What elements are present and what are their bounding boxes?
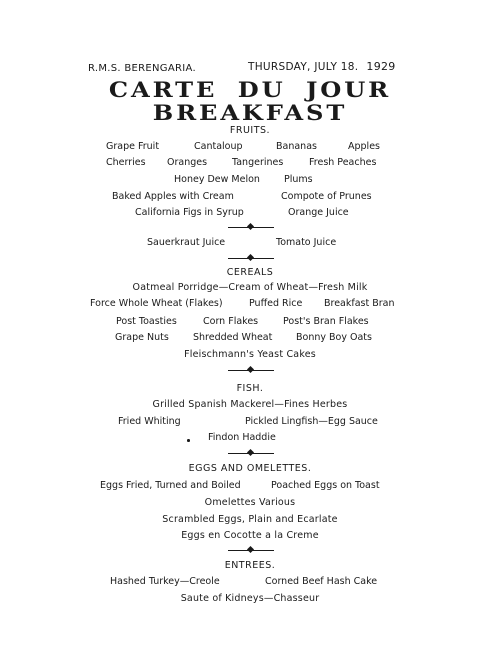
- cereals-heading: CEREALS: [226, 267, 274, 278]
- menu-item: Bonny Boy Oats: [296, 332, 372, 343]
- menu-item: Poached Eggs on Toast: [271, 480, 380, 491]
- menu-item: Compote of Prunes: [281, 191, 372, 202]
- fruits-heading: FRUITS.: [229, 125, 271, 136]
- menu-item: Post Toasties: [116, 316, 177, 327]
- menu-item: Fresh Peaches: [309, 157, 377, 168]
- menu-item: Tomato Juice: [276, 237, 337, 248]
- fish-heading: FISH.: [236, 383, 264, 394]
- menu-item: Grilled Spanish Mackerel—Fines Herbes: [152, 399, 348, 410]
- menu-item: Fleischmann's Yeast Cakes: [184, 349, 316, 360]
- menu-item: Post's Bran Flakes: [283, 316, 369, 327]
- menu-item: Omelettes Various: [204, 497, 296, 508]
- menu-title: CARTE DU JOUR: [108, 77, 392, 102]
- menu-item: Oranges: [167, 157, 208, 168]
- menu-item: Fried Whiting: [118, 416, 181, 427]
- menu-item: Baked Apples with Cream: [112, 191, 234, 202]
- menu-item: Scrambled Eggs, Plain and Ecarlate: [162, 514, 338, 525]
- menu-item: Shredded Wheat: [193, 332, 273, 343]
- menu-item: Orange Juice: [288, 207, 349, 218]
- ship-name: R.M.S. BERENGARIA.: [88, 63, 196, 74]
- menu-item: Plums: [284, 174, 313, 185]
- menu-item: Corned Beef Hash Cake: [265, 576, 378, 587]
- menu-item: Grape Fruit: [106, 141, 160, 152]
- menu-item: Saute of Kidneys—Chasseur: [180, 593, 320, 604]
- dot-mark: [187, 439, 190, 442]
- menu-item: Apples: [348, 141, 380, 152]
- menu-subtitle: BREAKFAST: [152, 100, 348, 125]
- year-text: 1929: [366, 60, 396, 73]
- divider-ornament: [228, 224, 274, 231]
- menu-item: Oatmeal Porridge—Cream of Wheat—Fresh Milk: [132, 282, 368, 293]
- menu-item: Pickled Lingfish—Egg Sauce: [245, 416, 378, 427]
- divider-ornament: [228, 547, 274, 554]
- menu-item: Sauerkraut Juice: [147, 237, 226, 248]
- menu-item: Puffed Rice: [249, 298, 303, 309]
- divider-ornament: [228, 450, 274, 457]
- menu-item: Eggs en Cocotte a la Creme: [181, 530, 319, 541]
- divider-ornament: [228, 367, 274, 374]
- menu-item: Tangerines: [232, 157, 284, 168]
- menu-item: California Figs in Syrup: [135, 207, 244, 218]
- menu-item: Honey Dew Melon: [174, 174, 260, 185]
- menu-item: Grape Nuts: [115, 332, 169, 343]
- menu-item: Eggs Fried, Turned and Boiled: [100, 480, 241, 491]
- menu-item: Force Whole Wheat (Flakes): [90, 298, 223, 309]
- menu-item: Corn Flakes: [203, 316, 259, 327]
- menu-item: Findon Haddie: [208, 432, 276, 443]
- menu-item: Hashed Turkey—Creole: [110, 576, 220, 587]
- menu-item: Cantaloup: [194, 141, 243, 152]
- menu-date: [248, 60, 396, 73]
- date-text: THURSDAY, JULY 18.: [248, 61, 359, 73]
- menu-item: Cherries: [106, 157, 146, 168]
- divider-ornament: [228, 255, 274, 262]
- menu-item: Breakfast Bran: [324, 298, 395, 309]
- eggs-heading: EGGS AND OMELETTES.: [188, 463, 312, 474]
- entrees-heading: ENTREES.: [224, 560, 276, 571]
- menu-item: Bananas: [276, 141, 317, 152]
